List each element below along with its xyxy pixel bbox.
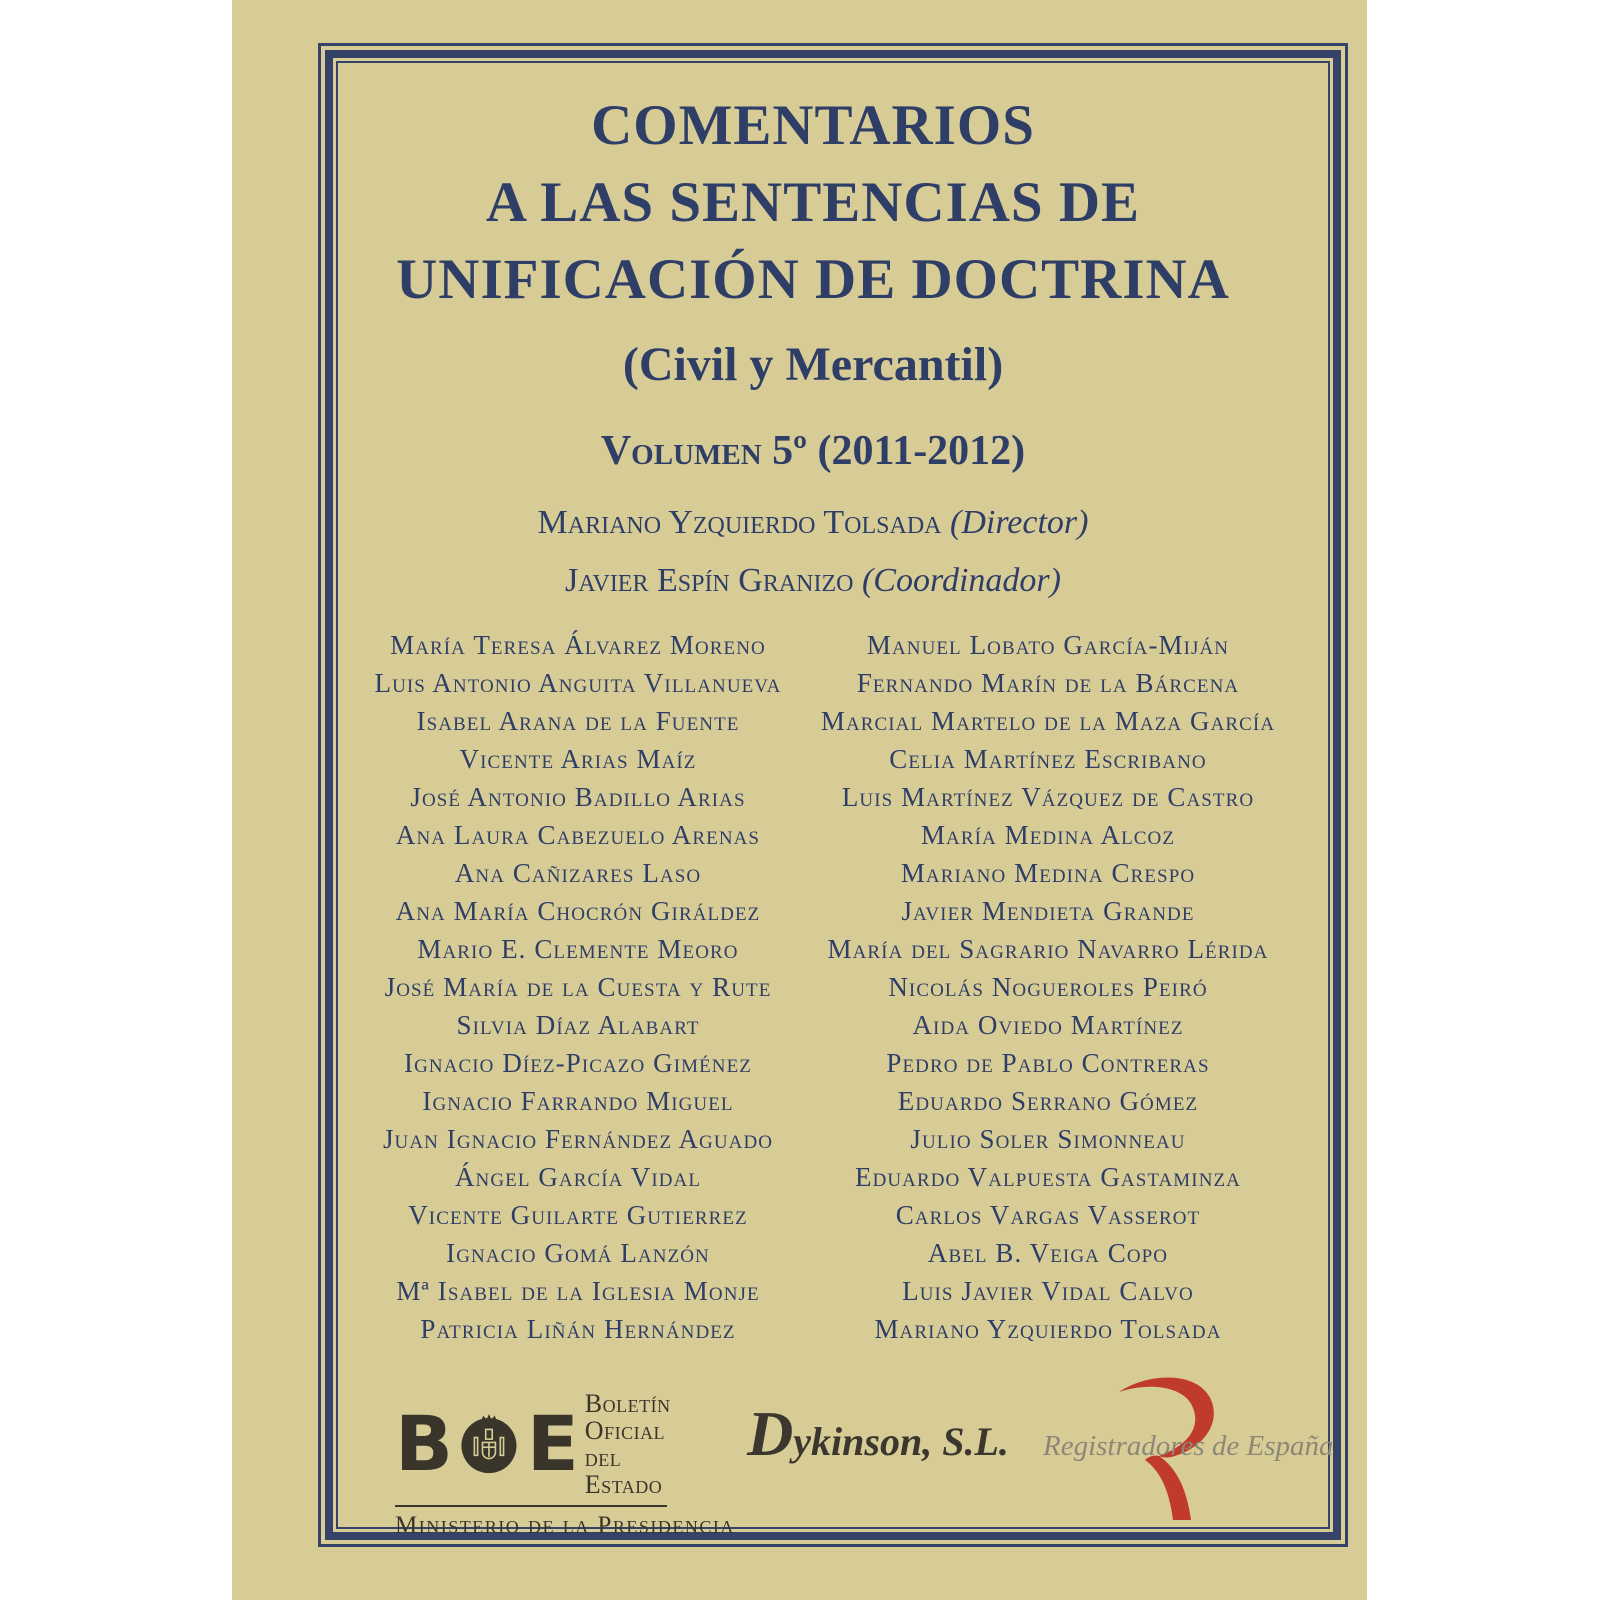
boe-letter-b: B <box>395 1399 451 1488</box>
author-name: Vicente Guilarte Gutierrez <box>408 1200 748 1230</box>
director-name: Mariano Yzquierdo Tolsada <box>537 504 942 541</box>
author-name: Luis Martínez Vázquez de Castro <box>841 782 1255 812</box>
boe-logo-top <box>395 1390 685 1498</box>
author-name: Ana María Chocrón Giráldez <box>395 896 761 926</box>
title-line-1: COMENTARIOS <box>591 94 1035 157</box>
book-subtitle: (Civil y Mercantil) <box>622 338 1004 391</box>
author-name: Ana Cañizares Laso <box>454 858 702 888</box>
boe-crest-icon <box>459 1406 519 1482</box>
author-name: José María de la Cuesta y Rute <box>384 972 772 1002</box>
author-name: María Medina Alcoz <box>920 820 1176 850</box>
author-name: Pedro de Pablo Contreras <box>886 1048 1210 1078</box>
author-name: Carlos Vargas Vasserot <box>895 1200 1201 1230</box>
author-name: Isabel Arana de la Fuente <box>416 706 740 736</box>
authors-list <box>343 626 1283 1348</box>
boe-logo <box>395 1389 735 1540</box>
author-name: Juan Ignacio Fernández Aguado <box>382 1124 774 1154</box>
decorative-border-inner <box>336 61 1334 1539</box>
book-cover <box>232 0 1367 1600</box>
author-name: María Teresa Álvarez Moreno <box>390 630 766 660</box>
boe-divider-rule <box>395 1505 667 1507</box>
director-line <box>538 502 1089 544</box>
author-name: José Antonio Badillo Arias <box>410 782 746 812</box>
boe-letter-e: E <box>526 1399 577 1488</box>
title-line-3: UNIFICACIÓN DE DOCTRINA <box>396 248 1230 311</box>
author-name: Ignacio Díez-Picazo Giménez <box>404 1048 752 1078</box>
author-name: Patricia Liñán Hernández <box>420 1314 736 1344</box>
decorative-border-middle <box>325 50 1341 1540</box>
dykinson-logo <box>743 1398 1013 1469</box>
boe-ministry-label: Ministerio de la Presidencia <box>395 1512 735 1539</box>
author-name: Abel B. Veiga Copo <box>927 1238 1169 1268</box>
author-name: Mª Isabel de la Iglesia Monje <box>396 1276 760 1306</box>
title-line-2: A LAS SENTENCIAS DE <box>485 171 1141 234</box>
cover-content <box>338 63 1334 1539</box>
author-name: Ángel García Vidal <box>454 1162 702 1192</box>
author-name: Luis Antonio Anguita Villanueva <box>374 668 782 698</box>
coordinator-name: Javier Espín Granizo <box>565 562 854 599</box>
dykinson-initial: D <box>747 1398 794 1469</box>
registradores-logo <box>1043 1372 1334 1522</box>
author-name: Luis Javier Vidal Calvo <box>902 1276 1194 1306</box>
author-name: Mariano Yzquierdo Tolsada <box>874 1314 1222 1344</box>
author-name: Mario E. Clemente Meoro <box>417 934 739 964</box>
author-name: Fernando Marín de la Bárcena <box>856 668 1240 698</box>
author-name: Eduardo Serrano Gómez <box>897 1086 1199 1116</box>
book-title <box>396 87 1230 318</box>
director-role: (Director) <box>950 504 1089 541</box>
decorative-border-outer <box>318 43 1348 1547</box>
author-name: Ignacio Gomá Lanzón <box>446 1238 710 1268</box>
boe-wordmark <box>585 1390 685 1498</box>
author-name: Silvia Díaz Alabart <box>456 1010 700 1040</box>
author-name: Ignacio Farrando Miguel <box>422 1086 734 1116</box>
publisher-logos <box>338 1372 1334 1539</box>
coordinator-line <box>565 560 1061 602</box>
author-name: Ana Laura Cabezuelo Arenas <box>395 820 761 850</box>
boe-wordmark-line-3: Estado <box>584 1470 663 1499</box>
dykinson-wordmark: ykinson, S.L. <box>793 1419 1009 1464</box>
author-name: Eduardo Valpuesta Gastaminza <box>855 1162 1241 1192</box>
author-name: Marcial Martelo de la Maza García <box>820 706 1276 736</box>
author-name: Celia Martínez Escribano <box>889 744 1207 774</box>
boe-wordmark-line-1: Boletín <box>584 1389 671 1418</box>
author-name: Mariano Medina Crespo <box>900 858 1196 888</box>
author-name: Manuel Lobato García-Miján <box>866 630 1230 660</box>
author-name: María del Sagrario Navarro Lérida <box>827 934 1269 964</box>
boe-wordmark-line-2: Oficial del <box>584 1416 666 1472</box>
author-name: Javier Mendieta Grande <box>901 896 1195 926</box>
volume-label: Volumen 5º (2011-2012) <box>600 428 1026 474</box>
coordinator-role: (Coordinador) <box>861 562 1061 599</box>
registradores-label: Registradores de España <box>1043 1430 1334 1462</box>
author-name: Julio Soler Simonneau <box>910 1124 1186 1154</box>
author-name: Nicolás Nogueroles Peiró <box>888 972 1208 1002</box>
author-name: Aida Oviedo Martínez <box>912 1010 1184 1040</box>
author-name: Vicente Arias Maíz <box>459 744 697 774</box>
